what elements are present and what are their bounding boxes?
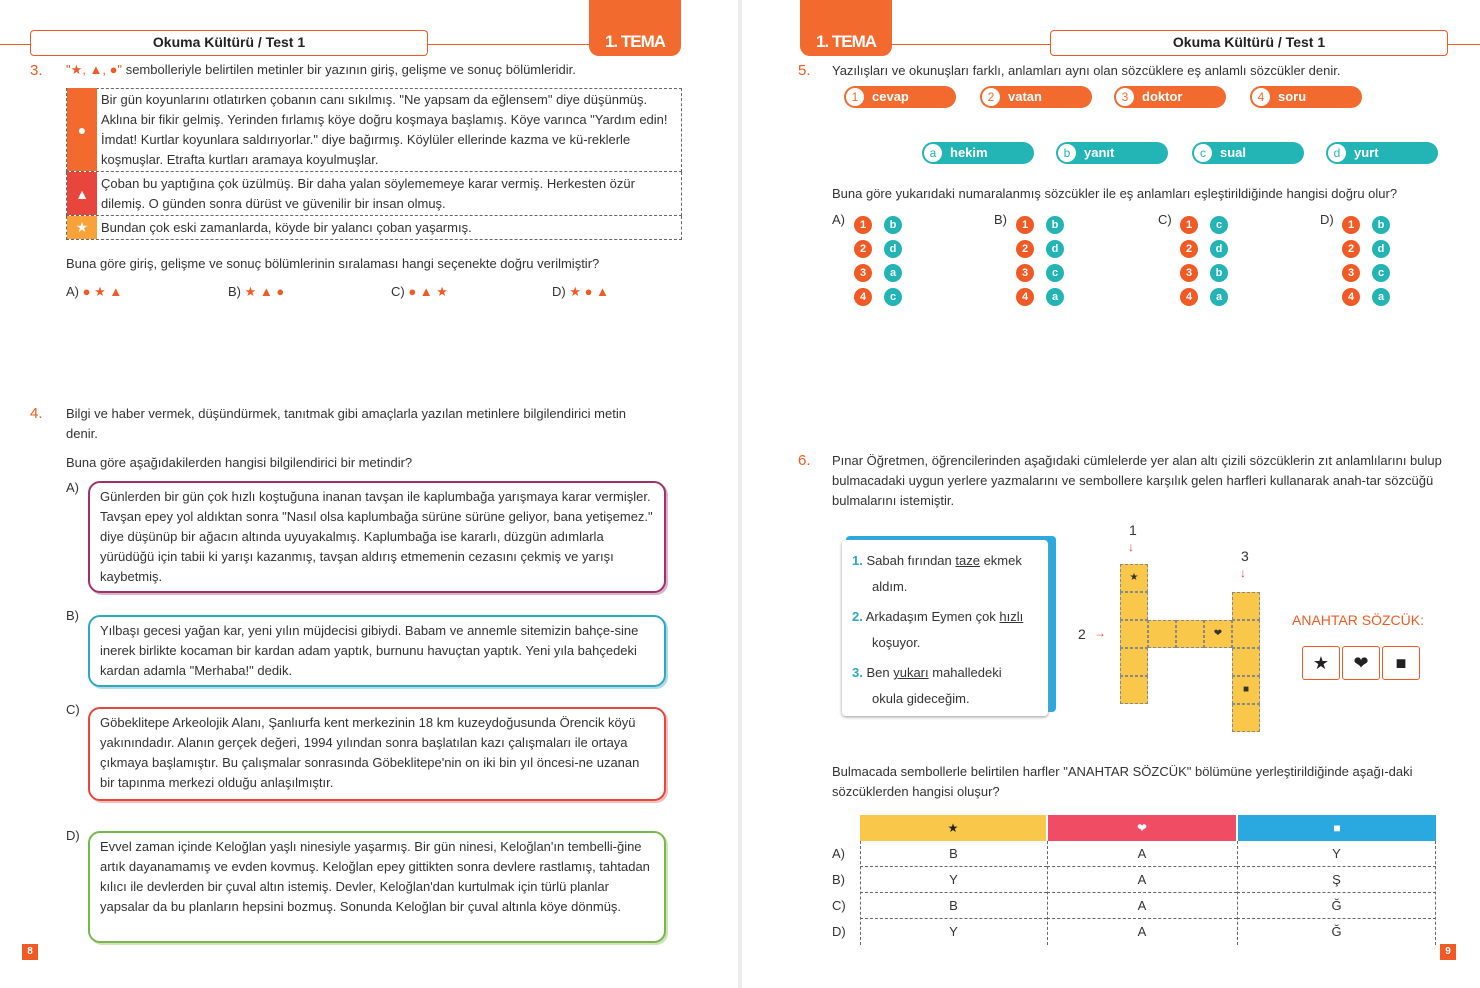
option-letter: C) [66,702,80,717]
triangle-icon: ▲ [67,172,97,215]
pill-letter: b [1058,144,1076,162]
number-dot: 1 [1342,216,1360,234]
clue-number: 2. [852,609,863,624]
word-pill [1056,142,1168,164]
number-dot: 1 [1016,216,1034,234]
pill-number: 3 [1116,88,1134,106]
question-text: Buna göre aşağıdakilerden hangisi bilgilendirici bir metindir? [66,455,413,470]
pill-word: hekim [950,145,988,160]
number-dot: 2 [1180,240,1198,258]
table-cell: Y [860,867,1047,893]
intro-text: sembolleriyle belirtilen metinler bir yazının giriş, gelişme ve sonuç bölümleridir. [125,62,576,77]
puzzle-cell[interactable] [1232,592,1260,620]
option-letter: A) [66,480,79,495]
letter-dot: a [884,264,902,282]
table-cell: Y [949,924,958,939]
question-intro [66,60,686,80]
clue-number: 3. [852,665,863,680]
question-text: Bulmacada sembollerle belirtilen harfler "ANAHTAR SÖZCÜK" bölümüne yerleştirildiğinde aşağı-daki sözcüklerden hangisi oluşur? [832,764,1413,799]
option-symbols: ★ ● ▲ [569,284,609,299]
answer-option-b[interactable]: B) [994,212,1007,227]
clue-item [852,548,1042,600]
letter-dot: d [1046,240,1064,258]
word-pill [1192,142,1304,164]
star-icon: ★ [1302,646,1340,680]
clue-text: koşuyor. [872,635,921,650]
puzzle-cell[interactable] [1232,620,1260,648]
letter-dot: c [1210,216,1228,234]
number-dot: 3 [1180,264,1198,282]
pill-number: 2 [982,88,1000,106]
title-rule [0,44,30,45]
pill-word: sual [1220,145,1247,160]
answer-option-d[interactable]: D) [832,924,846,939]
number-dot: 2 [1016,240,1034,258]
answer-option-a[interactable]: Günlerden bir gün çok hızlı koştuğuna inanan tavşan ile kaplumbağa yarışmaya karar vermişler. Tavşan epey yol aldıktan sonra "Nasıl olsa kaplumbağa sürüne sürüne geliyor, bana yetişemez." diye düşünüp bir ağacın altında uyuyakalmış. Kaplumbağa ise kararlı, düzgün adımlarla yürüdüğü için tabii ki yarışı kazanmış, tavşan aldırış etmemenin cezasını çekmiş ve yarışı kaybetmiş. [88,481,666,593]
pill-word: doktor [1142,89,1183,104]
number-dot: 1 [1180,216,1198,234]
number-dot: 3 [854,264,872,282]
answer-option-c[interactable]: C) [832,898,846,913]
story-row [66,172,682,216]
puzzle-cell[interactable] [1232,648,1260,676]
pill-letter: c [1194,144,1212,162]
word-pill [1114,86,1226,108]
puzzle-cell[interactable] [1176,620,1204,648]
letter-dot: d [1210,240,1228,258]
clue-underlined: hızlı [999,609,1024,624]
clue-item [852,604,1042,656]
star-icon: ★ [860,815,1046,841]
table-cell: Ş [1237,867,1436,893]
pill-word: cevap [872,89,909,104]
circle-icon: ● [67,88,97,171]
option-symbols: ● ★ ▲ [82,284,123,299]
heart-icon: ❤ [1048,815,1236,841]
pill-letter: a [924,144,942,162]
option-letter: B) [228,284,241,299]
pill-word: yurt [1354,145,1379,160]
clue-text: ekmek [979,553,1022,568]
page-number: 9 [1440,944,1456,960]
clue-underlined: yukarı [893,665,929,680]
question-number: 6. [798,452,811,469]
clue-text: Arkadaşım Eymen çok [865,609,1000,624]
puzzle-cell[interactable] [1120,592,1148,620]
story-text: Bir gün koyunlarını otlatırken çobanın canı sıkılmış. "Ne yapsam da eğlensem" diye düşünmüş. Aklına bir fikir gelmiş. Yerinden fırlamış köye doğru koşmaya başlamış. Köye varınca "Yardım edin! İmdat! Kurtlar koyunlara saldırıyorlar." diye bağırmış. Köylüler ellerinde kazma ve kü-reklerle koşmuşlar. Etrafta kurtları aramaya koyulmuşlar. [101,92,668,167]
pill-word: vatan [1008,89,1042,104]
option-letter: D) [552,284,566,299]
left-page [0,0,738,988]
letter-dot: b [1046,216,1064,234]
clue-number: 1. [852,553,863,568]
letter-dot: c [1046,264,1064,282]
word-pill [922,142,1034,164]
answer-option-d[interactable]: Evvel zaman içinde Keloğlan yaşlı ninesiyle yaşarmış. Bir gün ninesi, Keloğlan'ın tembelli-ğine artık dayanamamış ve evden kovmuş. Keloğlan epey gittikten sonra devlere rastlamış, tahtadan kılıcı ile devlerden bir çuval altın istemiş. Devler, Keloğlan'dan kurtulmak için türlü planlar yapsalar da bu planların hepsini bozmuş. Sonunda Keloğlan bir çuval altınla köye dönmüş. [88,831,666,943]
arrow-right-icon: → [1094,626,1106,640]
intro-symbols: "★, ▲, ●" [66,62,123,77]
answer-option-c[interactable]: C) [1158,212,1172,227]
letter-dot: c [1372,264,1390,282]
story-text: Çoban bu yaptığına çok üzülmüş. Bir daha yalan söylememeye karar vermiş. Herkesten özür dilemiş. O günden sonra dürüst ve güvenilir bir insan olmuş. [101,176,635,211]
number-dot: 3 [1342,264,1360,282]
option-letter: B) [66,608,79,623]
clue-underlined: taze [955,553,980,568]
answer-option-c[interactable] [391,284,448,300]
title-rule [428,44,590,45]
puzzle-cell[interactable]: ■ [1232,676,1260,704]
clue-text: Sabah fırından [866,553,956,568]
pill-number: 4 [1252,88,1270,106]
letter-dot: d [884,240,902,258]
star-icon: ★ [67,216,97,239]
option-letter: C) [391,284,405,299]
option-letter: A) [66,284,79,299]
answer-option-c[interactable]: Göbeklitepe Arkeolojik Alanı, Şanlıurfa kent merkezinin 18 km kuzeydoğusunda Örencik köyü yakınındadır. Alanın gerçek değeri, 1994 yılından sonra başlatılan kazı çalışmaları ile ortaya çıkmaya başlamıştır. Bu çalışmalar sonrasında Göbeklitepe'nin on iki bin yıl öncesi-ne uzanan bir tapınma merkezi olduğu anlaşılmıştır. [88,707,666,801]
option-symbols: ★ ▲ ● [244,284,285,299]
pill-word: soru [1278,89,1307,104]
puzzle-cell[interactable] [1148,620,1176,648]
table-cell: Y [1237,841,1436,867]
number-dot: 4 [1016,288,1034,306]
table-cell: B [860,841,1047,867]
pill-number: 1 [846,88,864,106]
puzzle-cell[interactable] [1120,676,1148,704]
table-cell: B [860,893,1047,919]
table-cell: Ğ [1331,924,1342,939]
question-intro: Yazılışları ve okunuşları farklı, anlamları aynı olan sözcüklere eş anlamlı sözcükler denir. [832,63,1341,78]
letter-dot: a [1046,288,1064,306]
question-intro: Pınar Öğretmen, öğrencilerinden aşağıdaki cümlelerde yer alan altı çizili sözcüklerin zıt anlamlılarını bulup bulmacadaki uygun yerlere yazmalarını ve sembollere karşılık gelen harfleri kullanarak anah-tar sözcüğü bulmalarını istemiştir. [832,453,1442,508]
square-icon: ■ [1238,815,1436,841]
letter-dot: d [1372,240,1390,258]
answer-option-a[interactable]: A) [832,846,845,861]
page-number: 8 [22,944,38,960]
key-label: ANAHTAR SÖZCÜK: [1292,612,1424,628]
table-cell: A [1047,893,1237,919]
option-letter: D) [66,828,80,843]
tema-tab: 1. TEMA [800,0,892,56]
puzzle-label-1: 1 [1129,522,1137,538]
puzzle-cell[interactable]: ★ [1120,564,1148,592]
puzzle-cell[interactable] [1120,620,1148,648]
heart-icon: ❤ [1342,646,1380,680]
square-icon: ■ [1382,646,1420,680]
title-rule [1448,44,1480,45]
table-cell: A [1047,867,1237,893]
letter-dot: b [884,216,902,234]
word-pill [980,86,1092,108]
letter-dot: c [884,288,902,306]
number-dot: 2 [854,240,872,258]
clue-text: aldım. [872,579,908,594]
number-dot: 1 [854,216,872,234]
answer-option-a[interactable]: A) [832,212,845,227]
question-intro [66,404,696,444]
puzzle-cell[interactable] [1120,648,1148,676]
clue-item [852,660,1042,712]
question-text: Buna göre giriş, gelişme ve sonuç bölümlerinin sıralaması hangi seçenekte doğru verilmiştir? [66,256,600,271]
answer-option-b[interactable] [228,284,284,300]
arrow-down-icon: ↓ [1128,540,1134,554]
clue-text: okula gideceğim. [872,691,970,706]
clue-text: mahalledeki [928,665,1002,680]
story-row [66,216,682,240]
pill-letter: d [1328,144,1346,162]
page-title: Okuma Kültürü / Test 1 [1050,30,1448,56]
puzzle-label-3: 3 [1241,548,1249,564]
puzzle-cell[interactable]: ❤ [1204,620,1232,648]
intro-line: Bilgi ve haber vermek, düşündürmek, tanıtmak gibi amaçlarla yazılan metinlere bilgilendirici metin [66,406,626,421]
answer-option-d[interactable]: D) [1320,212,1334,227]
word-pill [1250,86,1362,108]
intro-line: denir. [66,426,98,441]
story-text: Bundan çok eski zamanlarda, köyde bir yalancı çoban yaşarmış. [101,220,472,235]
answer-option-a[interactable] [66,284,122,300]
answer-option-b[interactable]: B) [832,872,845,887]
number-dot: 4 [1180,288,1198,306]
table-cell: Ğ [1237,893,1436,919]
letter-dot: b [1372,216,1390,234]
puzzle-label-2: 2 [1078,626,1086,642]
word-pill [1326,142,1438,164]
clue-card [842,540,1048,716]
page-title: Okuma Kültürü / Test 1 [30,30,428,56]
question-number: 4. [30,405,43,422]
answer-option-d[interactable] [552,284,609,300]
number-dot: 4 [854,288,872,306]
title-rule [892,44,1050,45]
number-dot: 2 [1342,240,1360,258]
table-cell: A [1047,841,1237,867]
letter-dot: a [1372,288,1390,306]
question-number: 5. [798,62,811,79]
pill-word: yanıt [1084,145,1115,160]
story-row [66,88,682,172]
word-pill [844,86,956,108]
letter-dot: a [1210,288,1228,306]
question-number: 3. [30,62,43,79]
clue-text: Ben [866,665,894,680]
number-dot: 4 [1342,288,1360,306]
arrow-down-icon: ↓ [1240,566,1246,580]
tema-tab: 1. TEMA [589,0,681,56]
puzzle-cell[interactable] [1232,704,1260,732]
question-text: Buna göre yukarıdaki numaralanmış sözcükler ile eş anlamları eşleştirildiğinde hangisi doğru olur? [832,186,1398,201]
answer-option-b[interactable]: Yılbaşı gecesi yağan kar, yeni yılın müjdecisi gibiydi. Babam ve annemle sitemizin bahçe-sine inerek birlikte kocaman bir kardan adam yaptık, burnunu havuçtan yaptık. Yeni yıla bahçedeki kardan adamla "Merhaba!" dedik. [88,615,666,687]
number-dot: 3 [1016,264,1034,282]
right-page [742,0,1480,988]
table-cell: A [1137,924,1147,939]
letter-dot: b [1210,264,1228,282]
option-symbols: ● ▲ ★ [408,284,448,299]
